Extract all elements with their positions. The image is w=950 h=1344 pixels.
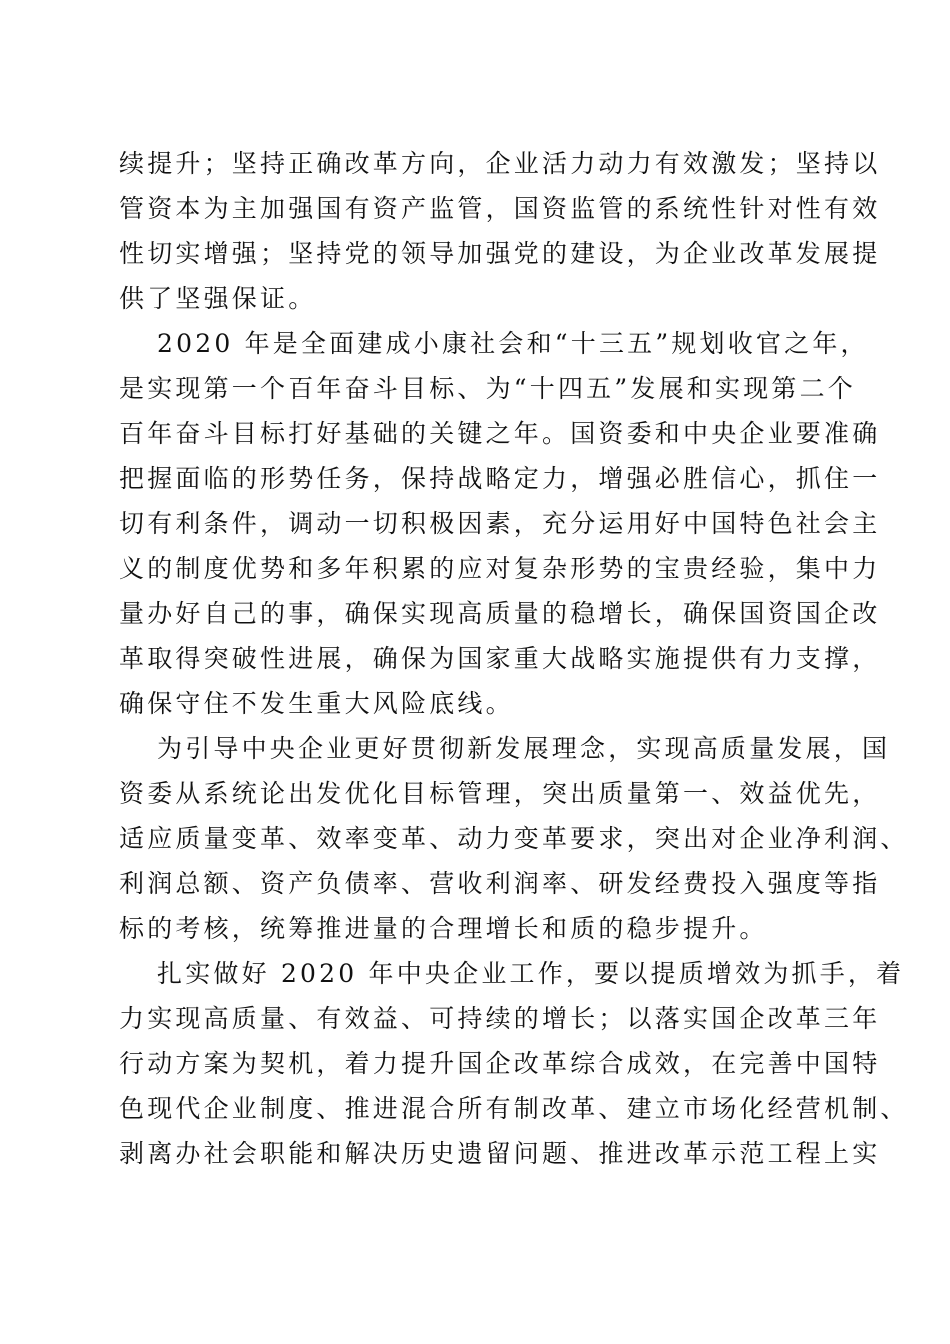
text-line: 切有利条件，调动一切积极因素，充分运用好中国特色社会主 (119, 509, 881, 538)
text-line: 力实现高质量、有效益、可持续的增长；以落实国企改革三年 (119, 1004, 881, 1033)
text-line: 资委从系统论出发优化目标管理，突出质量第一、效益优先， (119, 779, 881, 808)
text-line: 利润总额、资产负债率、营收利润率、研发经费投入强度等指 (119, 869, 881, 898)
text-line: 适应质量变革、效率变革、动力变革要求，突出对企业净利润、 (119, 824, 909, 853)
text-line: 义的制度优势和多年积累的应对复杂形势的宝贵经验，集中力 (119, 554, 881, 583)
text-line: 是实现第一个百年奋斗目标、为“十四五”发展和实现第二个 (119, 374, 856, 403)
text-line: 把握面临的形势任务，保持战略定力，增强必胜信心，抓住一 (119, 464, 881, 493)
paragraph-start-line: 2020 年是全面建成小康社会和“十三五”规划收官之年， (157, 329, 869, 358)
text-line: 标的考核，统筹推进量的合理增长和质的稳步提升。 (119, 914, 768, 943)
text-line: 量办好自己的事，确保实现高质量的稳增长，确保国资国企改 (119, 599, 881, 628)
text-line: 革取得突破性进展，确保为国家重大战略实施提供有力支撑， (119, 644, 881, 673)
paragraph-start-line: 为引导中央企业更好贯彻新发展理念，实现高质量发展，国 (157, 734, 891, 763)
text-line: 行动方案为契机，着力提升国企改革综合成效，在完善中国特 (119, 1049, 881, 1078)
text-line: 色现代企业制度、推进混合所有制改革、建立市场化经营机制、 (119, 1094, 909, 1123)
text-line: 性切实增强；坚持党的领导加强党的建设，为企业改革发展提 (119, 239, 881, 268)
text-line: 确保守住不发生重大风险底线。 (119, 689, 514, 718)
paragraph-start-line: 扎实做好 2020 年中央企业工作，要以提质增效为抓手，着 (157, 959, 905, 988)
text-line: 百年奋斗目标打好基础的关键之年。国资委和中央企业要准确 (119, 419, 881, 448)
body-text (119, 141, 909, 1176)
text-line: 剥离办社会职能和解决历史遗留问题、推进改革示范工程上实 (119, 1139, 881, 1168)
text-line: 管资本为主加强国有资产监管，国资监管的系统性针对性有效 (119, 194, 881, 223)
text-line: 续提升；坚持正确改革方向，企业活力动力有效激发；坚持以 (119, 149, 881, 178)
text-line: 供了坚强保证。 (119, 284, 317, 313)
